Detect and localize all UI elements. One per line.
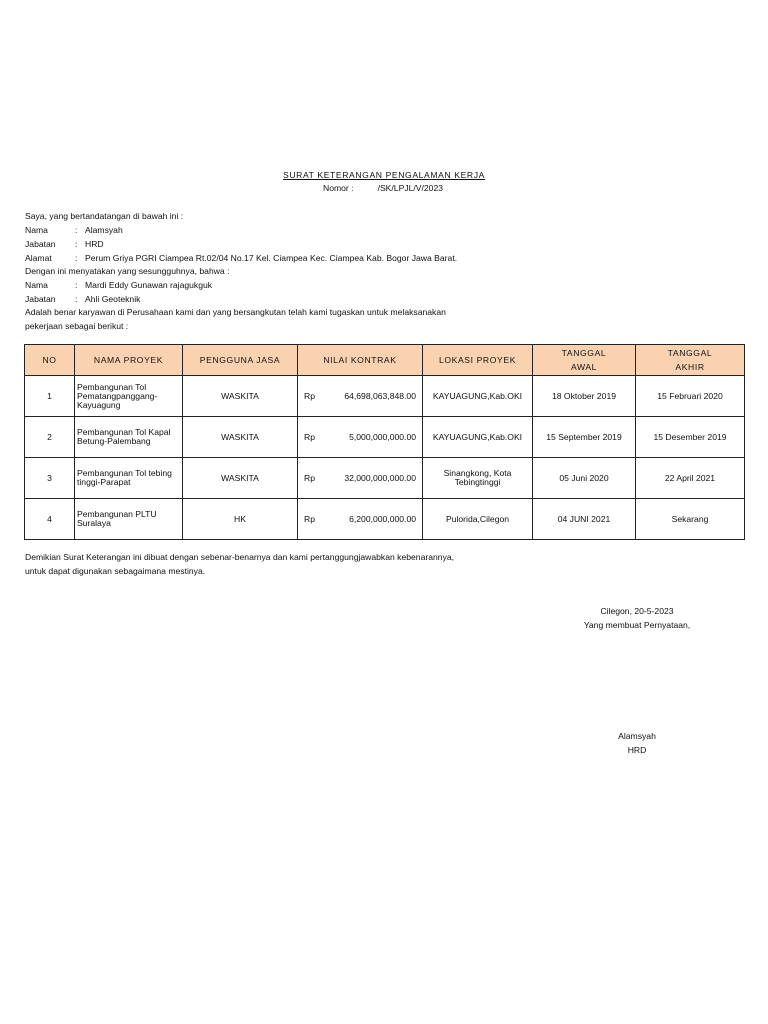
contract-amount: 32,000,000,000.00 bbox=[344, 473, 416, 483]
cell-tanggal-awal: 04 JUNI 2021 bbox=[533, 499, 636, 540]
header-nilai-kontrak: NILAI KONTRAK bbox=[298, 345, 423, 376]
table-row bbox=[25, 458, 745, 499]
cell-no: 4 bbox=[25, 499, 75, 540]
project-table bbox=[24, 344, 745, 540]
cell-tanggal-akhir: 22 April 2021 bbox=[636, 458, 745, 499]
header-pengguna-jasa: PENGGUNA JASA bbox=[183, 345, 298, 376]
cell-lokasi-proyek: KAYUAGUNG,Kab.OKI bbox=[423, 376, 533, 417]
signer-position-row bbox=[25, 239, 104, 249]
cell-nama-proyek: Pembangunan Tol tebing tinggi-Parapat bbox=[75, 458, 183, 499]
cell-no: 2 bbox=[25, 417, 75, 458]
cell-pengguna-jasa: WASKITA bbox=[183, 417, 298, 458]
signer-position-value: HRD bbox=[85, 239, 104, 249]
cell-nama-proyek: Pembangunan Tol Pematangpanggang-Kayuagung bbox=[75, 376, 183, 417]
header-tanggal-akhir-line-1: TANGGAL bbox=[667, 348, 713, 358]
place-date: Cilegon, 20-5-2023 bbox=[600, 606, 674, 616]
signer-name-value: Alamsyah bbox=[85, 225, 123, 235]
signer-address-label: Alamat bbox=[25, 253, 52, 263]
signature-name: Alamsyah bbox=[618, 731, 656, 741]
cell-tanggal-awal: 18 Oktober 2019 bbox=[533, 376, 636, 417]
document-title: SURAT KETERANGAN PENGALAMAN KERJA bbox=[283, 170, 485, 180]
cell-lokasi-proyek: KAYUAGUNG,Kab.OKI bbox=[423, 417, 533, 458]
currency-label: Rp bbox=[304, 473, 315, 483]
employee-position-row bbox=[25, 294, 140, 304]
cell-nama-proyek: Pembangunan Tol Kapal Betung-Palembang bbox=[75, 417, 183, 458]
employee-position-label: Jabatan bbox=[25, 294, 56, 304]
cell-nama-proyek: Pembangunan PLTU Suralaya bbox=[75, 499, 183, 540]
header-tanggal-awal-line-1: TANGGAL bbox=[561, 348, 607, 358]
closing-line-2: untuk dapat digunakan sebagaimana mestinya. bbox=[25, 566, 206, 576]
document-number bbox=[323, 183, 443, 193]
header-tanggal-awal-line-2: AWAL bbox=[570, 362, 598, 372]
table-row bbox=[25, 376, 745, 417]
table-header-row bbox=[25, 345, 745, 376]
header-tanggal-akhir-line-2: AKHIR bbox=[675, 362, 705, 372]
employee-name-value: Mardi Eddy Gunawan rajagukguk bbox=[85, 280, 213, 290]
contract-amount: 64,698,063,848.00 bbox=[344, 391, 416, 401]
header-tanggal-akhir bbox=[636, 345, 745, 376]
header-no: NO bbox=[25, 345, 75, 376]
cell-pengguna-jasa: WASKITA bbox=[183, 458, 298, 499]
colon: : bbox=[75, 253, 78, 263]
colon: : bbox=[75, 239, 78, 249]
cell-tanggal-akhir: 15 Februari 2020 bbox=[636, 376, 745, 417]
table-row bbox=[25, 499, 745, 540]
currency-label: Rp bbox=[304, 514, 315, 524]
closing-line-1: Demikian Surat Keterangan ini dibuat dengan sebenar-benarnya dan kami pertanggungjawabkan kebenarannya, bbox=[25, 552, 455, 562]
signer-address-value: Perum Griya PGRI Ciampea Rt.02/04 No.17 Kel. Ciampea Kec. Ciampea Kab. Bogor Jawa Barat. bbox=[85, 253, 458, 263]
cell-nilai-kontrak bbox=[298, 376, 423, 417]
table-row bbox=[25, 417, 745, 458]
cell-nilai-kontrak bbox=[298, 499, 423, 540]
currency-label: Rp bbox=[304, 391, 315, 401]
cell-lokasi-proyek: Sinangkong, Kota Tebingtinggi bbox=[423, 458, 533, 499]
statement-text: Dengan ini menyatakan yang sesungguhnya, bahwa : bbox=[25, 266, 230, 276]
cell-tanggal-awal: 15 September 2019 bbox=[533, 417, 636, 458]
cell-pengguna-jasa: HK bbox=[183, 499, 298, 540]
currency-label: Rp bbox=[304, 432, 315, 442]
contract-amount: 6,200,000,000.00 bbox=[349, 514, 416, 524]
signer-name-label: Nama bbox=[25, 225, 48, 235]
employee-position-value: Ahli Geoteknik bbox=[85, 294, 141, 304]
cell-lokasi-proyek: Pulorida,Cilegon bbox=[423, 499, 533, 540]
nomor-label: Nomor : bbox=[323, 183, 354, 193]
colon: : bbox=[75, 294, 78, 304]
cell-no: 3 bbox=[25, 458, 75, 499]
cell-nilai-kontrak bbox=[298, 458, 423, 499]
contract-amount: 5,000,000,000.00 bbox=[349, 432, 416, 442]
employee-name-label: Nama bbox=[25, 280, 48, 290]
cell-no: 1 bbox=[25, 376, 75, 417]
colon: : bbox=[75, 225, 78, 235]
description-line-1: Adalah benar karyawan di Perusahaan kami dan yang bersangkutan telah kami tugaskan untuk melaksanakan bbox=[25, 307, 446, 317]
signature-title: HRD bbox=[627, 745, 647, 755]
colon: : bbox=[75, 280, 78, 290]
signer-position-label: Jabatan bbox=[25, 239, 56, 249]
cell-tanggal-akhir: Sekarang bbox=[636, 499, 745, 540]
cell-tanggal-akhir: 15 Desember 2019 bbox=[636, 417, 745, 458]
intro-text: Saya, yang bertandatangan di bawah ini : bbox=[25, 211, 184, 221]
header-lokasi-proyek: LOKASI PROYEK bbox=[423, 345, 533, 376]
maker-label: Yang membuat Pernyataan, bbox=[583, 620, 691, 630]
nomor-value: /SK/LPJL/V/2023 bbox=[377, 183, 444, 193]
cell-nilai-kontrak bbox=[298, 417, 423, 458]
header-tanggal-awal bbox=[533, 345, 636, 376]
employee-name-row bbox=[25, 280, 212, 290]
signer-address-row bbox=[25, 253, 457, 263]
cell-tanggal-awal: 05 Juni 2020 bbox=[533, 458, 636, 499]
description-line-2: pekerjaan sebagai berikut : bbox=[25, 321, 129, 331]
cell-pengguna-jasa: WASKITA bbox=[183, 376, 298, 417]
header-nama-proyek: NAMA PROYEK bbox=[75, 345, 183, 376]
signer-name-row bbox=[25, 225, 123, 235]
